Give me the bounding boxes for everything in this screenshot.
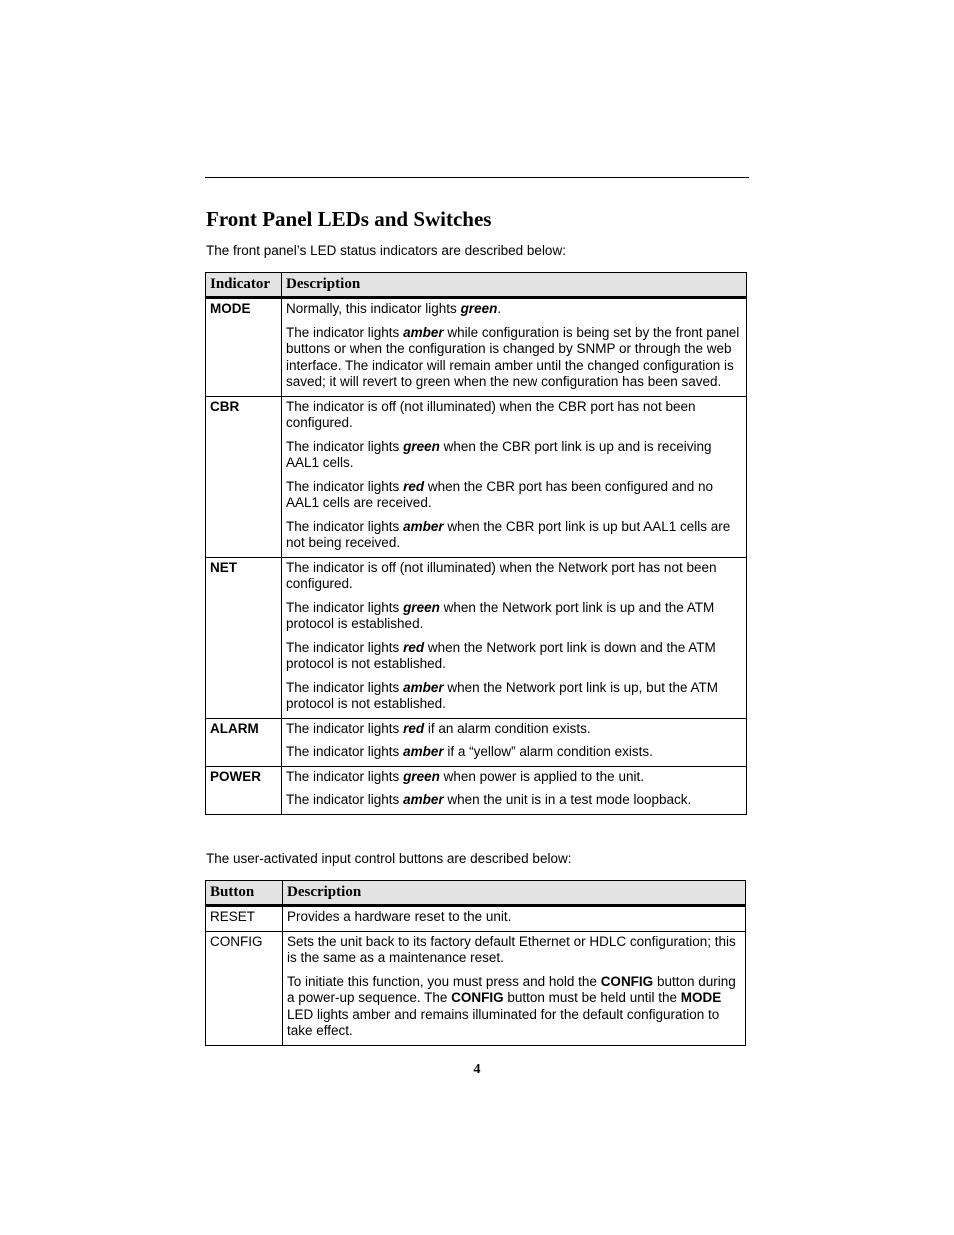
description-text: The indicator lights — [286, 639, 404, 655]
description-cell — [282, 396, 747, 557]
description-paragraph — [287, 909, 741, 926]
description-text: when the unit is in a test mode loopback. — [443, 792, 692, 807]
description-paragraph — [286, 325, 742, 391]
description-paragraph — [286, 301, 742, 318]
button-column-header: Button — [206, 881, 283, 906]
description-cell — [282, 766, 747, 814]
button-name: CONFIG — [206, 931, 283, 1045]
description-paragraph — [287, 974, 741, 1040]
description-paragraph — [286, 519, 742, 552]
description-text: when the CBR port link is up and is receiving AAL1 cells. — [286, 438, 712, 470]
description-paragraph — [286, 680, 742, 713]
leds-intro: The front panel’s LED status indicators are described below: — [206, 243, 566, 258]
color-emphasis: amber — [403, 679, 444, 695]
description-paragraph — [287, 934, 741, 967]
description-text: LED lights amber and remains illuminated for the default configuration to take effect. — [287, 1006, 720, 1038]
color-emphasis: green — [403, 438, 440, 454]
table-row — [206, 931, 746, 1045]
color-emphasis: red — [403, 720, 425, 736]
table-row — [206, 557, 747, 718]
bold-term: CONFIG — [600, 973, 654, 989]
bold-term: CONFIG — [451, 990, 504, 1005]
description-text: when the CBR port link is up but AAL1 cells are not being received. — [286, 518, 731, 550]
table-row — [206, 396, 747, 557]
leds-table-header-row — [206, 273, 747, 298]
color-emphasis: red — [403, 639, 425, 655]
description-text: Sets the unit back to its factory default Ethernet or HDLC configuration; this is the same as a maintenance reset. — [287, 933, 736, 965]
button-name: RESET — [206, 906, 283, 932]
description-text: . — [497, 301, 502, 316]
description-text: The indicator lights — [286, 768, 404, 784]
table-row — [206, 298, 747, 397]
description-cell — [282, 718, 747, 766]
table-row — [206, 906, 746, 932]
description-text: The indicator lights — [286, 599, 404, 615]
buttons-table-header-row — [206, 881, 746, 906]
color-emphasis: green — [403, 768, 440, 784]
description-text: The indicator is off (not illuminated) when the Network port has not been configured. — [286, 559, 717, 591]
description-column-header: Description — [283, 881, 746, 906]
color-emphasis: green — [403, 599, 440, 615]
description-text: The indicator lights — [286, 518, 404, 534]
description-text: The indicator lights — [286, 324, 404, 340]
page-number: 4 — [473, 1062, 481, 1077]
indicator-name: MODE — [206, 298, 282, 397]
header-rule — [205, 177, 749, 178]
description-text: if an alarm condition exists. — [424, 720, 591, 736]
description-paragraph — [286, 744, 742, 761]
description-paragraph — [286, 600, 742, 633]
description-text: button must be held until the — [503, 990, 681, 1005]
description-paragraph — [286, 769, 742, 786]
description-text: when the Network port link is up and the ATM protocol is established. — [286, 599, 715, 631]
description-paragraph — [286, 721, 742, 738]
description-text: The indicator lights — [286, 792, 404, 807]
description-text: The indicator lights — [286, 478, 404, 494]
table-row — [206, 766, 747, 814]
description-paragraph — [286, 439, 742, 472]
description-cell — [282, 557, 747, 718]
description-text: when power is applied to the unit. — [439, 768, 644, 784]
description-cell — [283, 931, 746, 1045]
table-row — [206, 718, 747, 766]
description-text: The indicator lights — [286, 438, 404, 454]
description-text: The indicator lights — [286, 720, 404, 736]
indicator-column-header: Indicator — [206, 273, 282, 298]
indicator-name: CBR — [206, 396, 282, 557]
bold-term: MODE — [680, 990, 722, 1005]
color-emphasis: amber — [403, 744, 444, 759]
description-text: To initiate this function, you must press and hold the — [287, 973, 601, 989]
description-text: when the Network port link is down and the ATM protocol is not established. — [286, 639, 716, 671]
description-column-header: Description — [282, 273, 747, 298]
page-title: Front Panel LEDs and Switches — [206, 207, 492, 231]
color-emphasis: green — [460, 301, 498, 316]
description-paragraph — [286, 479, 742, 512]
color-emphasis: amber — [403, 324, 444, 340]
description-text: Provides a hardware reset to the unit. — [287, 909, 512, 924]
description-text: button during a power-up sequence. The — [287, 973, 736, 1005]
color-emphasis: amber — [403, 792, 444, 807]
description-text: if a “yellow” alarm condition exists. — [443, 744, 653, 759]
description-cell — [282, 298, 747, 397]
description-text: The indicator lights — [286, 679, 404, 695]
indicator-name: ALARM — [206, 718, 282, 766]
description-text: The indicator is off (not illuminated) when the CBR port has not been configured. — [286, 398, 696, 430]
description-paragraph — [286, 640, 742, 673]
description-cell — [283, 906, 746, 932]
description-paragraph — [286, 399, 742, 432]
buttons-table — [205, 880, 746, 1046]
description-text: Normally, this indicator lights — [286, 301, 461, 316]
color-emphasis: amber — [403, 518, 444, 534]
description-text: when the Network port link is up, but the ATM protocol is not established. — [286, 679, 718, 711]
description-paragraph — [286, 792, 742, 809]
description-text: The indicator lights — [286, 744, 404, 759]
buttons-intro: The user-activated input control buttons are described below: — [206, 851, 572, 866]
indicator-name: NET — [206, 557, 282, 718]
leds-table — [205, 272, 747, 815]
description-text: while configuration is being set by the front panel buttons or when the configuration is changed by SNMP or through the web interface. The indicator will remain amber until the changed configuration is saved; it will revert to green when the new configuration has been saved. — [286, 324, 740, 389]
description-paragraph — [286, 560, 742, 593]
description-text: when the CBR port has been configured and no AAL1 cells are received. — [286, 478, 714, 510]
color-emphasis: red — [403, 478, 425, 494]
indicator-name: POWER — [206, 766, 282, 814]
